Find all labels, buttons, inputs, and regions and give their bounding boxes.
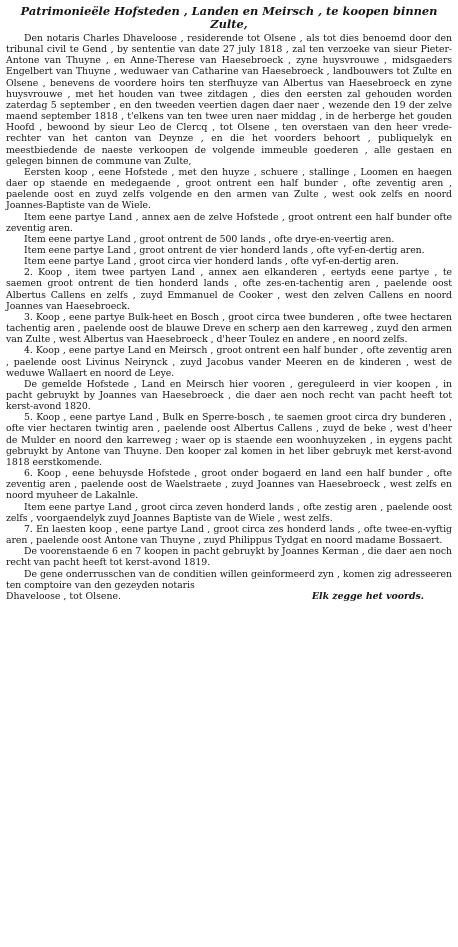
lot-4-paragraph: 4. Koop , eene partye Land en Meirsch , groot ontrent een half bunder , ofte zeventig aren , paelende oost Livinus Neirynck , zuyd Jacobus vander Meeren en de kinderen , west de weduwe Wallaert en noord de Leye.	[6, 345, 452, 379]
lot-1-item-d: Item eene partye Land , groot circa vier honderd lands , ofte vyf-en-dertig aren.	[24, 256, 399, 268]
intro-paragraph: Den notaris Charles Dhaveloose , residerende tot Olsene , als tot dies benoemd door den tribunal civil te Gend , by sententie van date 27 july 1818 , zal ten verzoeke van sieur Pieter-Antone van Thuyne , en Anne-Therese van Haesebroeck , zyne huysvrouwe , midsgaeders Engelbert van Thuyne , weduwaer van Catharine van Haesebroeck , landbouwers tot Zulte en Olsene , benevens de voordere hoirs ten sterfhuyze van Albertus van Haesebroeck en zyne huysvrouwe , met het houden van twee zitdagen , dies den eersten zal gehouden worden zaterdag 5 september , en den tweeden veertien dagen daer naer , wezende den 19 der zelve maend september 1818 , t'elkens van ten twee uren naer middag , in de herberge het gouden Hoofd , bewoond by sieur Leo de Clercq , tot Olsene , ten overstaen van den heer vrede-rechter van het canton van Deynze , en die het voorders behoort , publiquelyk en meestbiedende de naeste verkoopen de volgende immeuble goederen , alle gestaen en gelegen binnen de commune van Zulte,	[6, 33, 452, 167]
lot-7-paragraph: 7. En laesten koop , eene partye Land , groot circa zes honderd lands , ofte twee-en-vyftig aren , paelende oost Antone van Thuyne , zuyd Philippus Tydgat en noord madame Bossaert.	[6, 523, 452, 547]
lot-1-item-c: Item eene partye Land , groot ontrent de vier honderd lands , ofte vyf-en-dertig aren.	[24, 244, 425, 256]
notice-body	[6, 33, 452, 602]
closing-line	[6, 591, 452, 602]
lot-6-item: Item eene partye Land , groot circa zeven honderd lands , ofte zestig aren , paelende oost zelfs , voorgaendelyk zuyd Joannes Baptiste van de Wiele , west zelfs.	[6, 501, 452, 524]
closing-signature: Elk zegge het voords.	[311, 590, 424, 602]
notice-title: Patrimonieële Hofsteden , Landen en Meirsch , te koopen binnen Zulte,	[20, 4, 438, 31]
lot-3-paragraph: 3. Koop , eene partye Bulk-heet en Bosch , groot circa twee bunderen , ofte twee hectaren tachentig aren , paelende oost de blauwe Dreve en scherp aen den karreweg , zuyd den armen van Zulte , west Albertus van Haesebroeck , d'heer Toulez en andere , en noord zelfs.	[6, 311, 452, 346]
conditions-paragraph: De gene onderrusschen van de conditien willen geinformeerd zyn , komen zig adresseeren ten comptoire van den gezeyden notaris	[6, 568, 452, 591]
lot-6-paragraph: 6. Koop , eene behuysde Hofstede , groot onder bogaerd en land een half bunder , ofte zeventig aren , paelende oost de Waelstraete , zuyd Joannes van Haesebroeck , west zelfs en noord myuheer de Lakalnle.	[6, 468, 452, 502]
lot-2-paragraph: 2. Koop , item twee partyen Land , annex aen elkanderen , eertyds eene partye , te saemen groot ontrent de tien honderd lands , ofte zes-en-tachentig aren , paelende oost Albertus Callens en zelfs , zuyd Emmanuel de Cooker , west den zelven Callens en noord Joannes van Haesebroeck.	[6, 267, 452, 312]
closing-text: Dhaveloose , tot Olsene.	[6, 590, 121, 602]
lot-1-item-a: Item eene partye Land , annex aen de zelve Hofstede , groot ontrent een half bunder ofte zeventig aren.	[6, 211, 452, 234]
lease-note-paragraph: De gemelde Hofstede , Land en Meirsch hier vooren , gereguleerd in vier koopen , in pacht gebruykt by Joannes van Haesebroeck , die daer aen noch recht van pacht heeft tot kerst-avond 1820.	[6, 378, 452, 413]
lot-1-paragraph: Eersten koop , eene Hofstede , met den huyze , schuere , stallinge , Loomen en haegen daer op staende en medegaende , groot ontrent een half bunder , ofte zeventig aren , paelende oost en zuyd zelfs volgende en den armen van Zulte , west ook zelfs en noord Joannes-Baptiste van de Wiele.	[6, 166, 452, 212]
lot-5-paragraph: 5. Koop , eene partye Land , Bulk en Sperre-bosch , te saemen groot circa dry bunderen , ofte vier hectaren twintig aren , paelende oost Albertus Callens , zuyd de beke , west d'heer de Mulder en noord den karreweg ; waer op is staende een woonhuyzeken , in eygens pacht gebruykt by Antone van Thuyne. Den kooper zal komen in het liber gebruyk met kerst-avond 1818 eerstkomende.	[6, 412, 452, 468]
lease-note-2-paragraph: De voorenstaende 6 en 7 koopen in pacht gebruykt by Joannes Kerman , die daer aen noch recht van pacht heeft tot kerst-avond 1819.	[6, 546, 452, 569]
lot-1-item-b: Item eene partye Land , groot ontrent de 500 lands , ofte drye-en-veertig aren.	[24, 233, 395, 245]
